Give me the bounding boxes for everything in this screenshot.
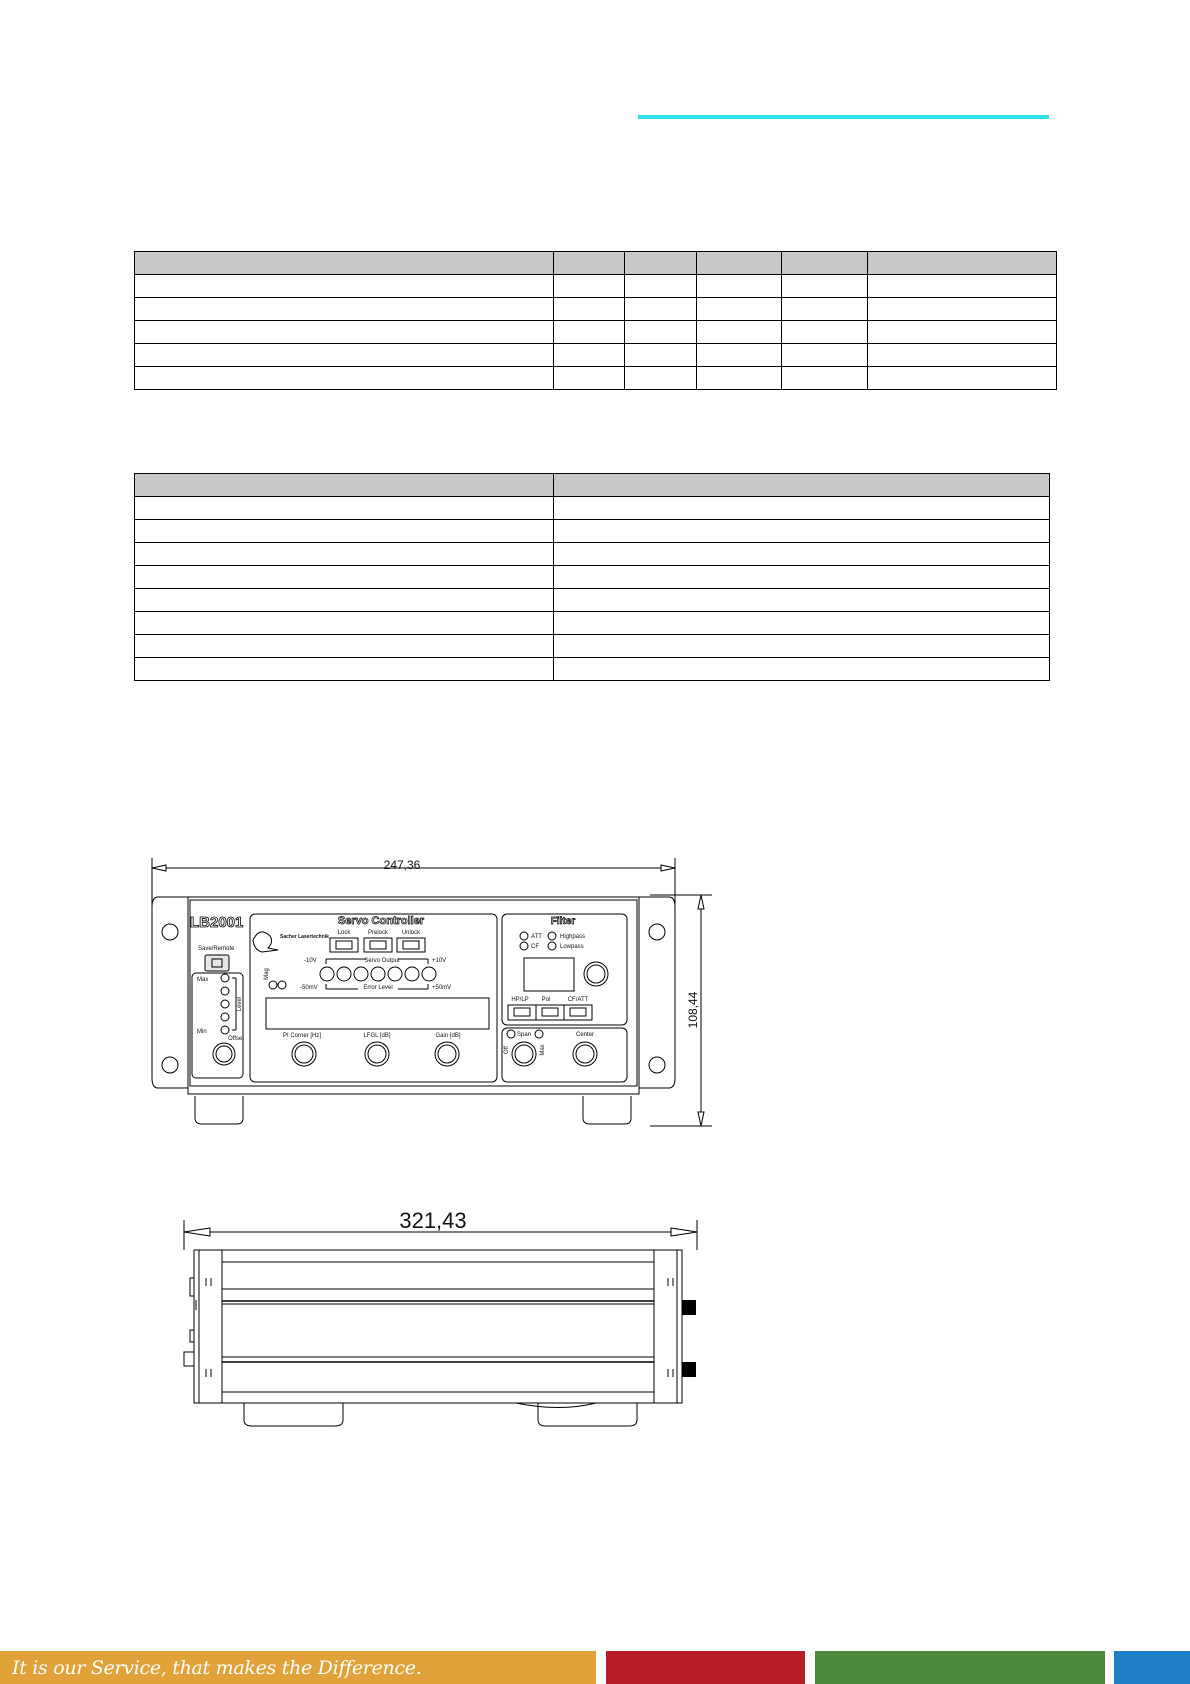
side-view-drawing: [0, 1195, 720, 1435]
att-label: ATT: [531, 934, 542, 940]
servo-controller-title: Servo Controller: [337, 915, 425, 927]
table-cell: [554, 543, 1050, 566]
header-accent-line: [638, 115, 1049, 119]
table-cell: [554, 497, 1050, 520]
filter-title: Filter: [550, 916, 576, 927]
table-cell: [868, 344, 1057, 367]
cf-att-label: CF/ATT: [567, 997, 589, 1003]
table-header-cell: [135, 252, 554, 275]
table-cell: [135, 543, 554, 566]
mag-label: Mag: [264, 968, 270, 980]
cf-label: CF: [531, 944, 539, 950]
table-cell: [554, 275, 625, 298]
table-header-cell: [625, 252, 697, 275]
unlock-label: Unlock: [401, 930, 421, 936]
table-cell: [697, 367, 782, 390]
front-height-dimension: 108,44: [686, 991, 700, 1029]
table-cell: [135, 520, 554, 543]
table-cell: [554, 344, 625, 367]
table-cell: [697, 298, 782, 321]
table-cell: [135, 612, 554, 635]
table-cell: [135, 566, 554, 589]
table-cell: [868, 275, 1057, 298]
table-row: [135, 321, 1057, 344]
table-cell: [554, 520, 1050, 543]
plus-10v-label: +10V: [432, 958, 447, 964]
table-cell: [135, 367, 554, 390]
table-row: [135, 589, 1050, 612]
table-cell: [135, 275, 554, 298]
table-row: [135, 658, 1050, 681]
off-label: Off: [504, 1046, 510, 1054]
minus-10v-label: -10V: [304, 958, 317, 964]
table-cell: [625, 321, 697, 344]
footer-green-block: [815, 1651, 1105, 1684]
footer-blue-block: [1114, 1651, 1190, 1684]
error-level-label: Error Level: [363, 985, 393, 991]
pi-corner-label: PI Corner [Hz]: [282, 1033, 322, 1039]
table-cell: [554, 367, 625, 390]
table-header-cell: [782, 252, 868, 275]
table-cell: [782, 367, 868, 390]
table-cell: [135, 497, 554, 520]
spec-table-2: [134, 473, 1050, 681]
table-cell: [135, 658, 554, 681]
table-header-row: [135, 474, 1050, 497]
table-cell: [697, 344, 782, 367]
table-cell: [782, 344, 868, 367]
table-cell: [135, 589, 554, 612]
center-label: Center: [575, 1032, 595, 1038]
table-cell: [554, 635, 1050, 658]
table-header-cell: [697, 252, 782, 275]
table-cell: [554, 658, 1050, 681]
table-cell: [554, 589, 1050, 612]
brand-label: Sacher Lasertechnik: [280, 934, 329, 940]
table-cell: [868, 321, 1057, 344]
lock-label: Lock: [337, 930, 351, 936]
side-connector-bottom: [682, 1362, 696, 1377]
table-row: [135, 543, 1050, 566]
table-row: [135, 344, 1057, 367]
plus-50mv-label: +50mV: [432, 985, 452, 991]
model-label: LB2001: [190, 914, 244, 931]
minus-50mv-label: -50mV: [300, 985, 318, 991]
footer-red-block: [606, 1651, 805, 1684]
table-cell: [554, 612, 1050, 635]
span-max-label: Max: [540, 1044, 546, 1056]
table-header-cell: [554, 252, 625, 275]
gain-label: Gain [dB]: [435, 1033, 461, 1039]
table-cell: [554, 298, 625, 321]
table-cell: [697, 321, 782, 344]
front-view-drawing: [0, 845, 720, 1135]
span-label: Span: [517, 1032, 532, 1038]
table-cell: [625, 275, 697, 298]
table-header-cell: [135, 474, 554, 497]
table-row: [135, 497, 1050, 520]
table-header-cell: [868, 252, 1057, 275]
table-cell: [554, 321, 625, 344]
footer-tagline: It is our Service, that makes the Difference.: [12, 1656, 422, 1679]
table-cell: [782, 298, 868, 321]
table-cell: [625, 344, 697, 367]
front-width-dimension: 247,36: [383, 858, 421, 872]
table-cell: [782, 321, 868, 344]
offset-label: Offset: [228, 1036, 244, 1042]
table-cell: [868, 298, 1057, 321]
table-cell: [135, 321, 554, 344]
hplp-label: HP/LP: [511, 997, 529, 1003]
table-row: [135, 275, 1057, 298]
table-cell: [697, 275, 782, 298]
table-cell: [782, 275, 868, 298]
prelock-label: Prelock: [367, 930, 389, 936]
spec-table-1: [134, 251, 1057, 390]
table-cell: [554, 566, 1050, 589]
table-cell: [135, 635, 554, 658]
footer-tagline-bar: [0, 1651, 596, 1684]
table-row: [135, 298, 1057, 321]
pol-label: Pol: [541, 997, 551, 1003]
side-length-dimension: 321,43: [399, 1208, 467, 1233]
side-connector-top: [682, 1300, 696, 1315]
table-row: [135, 367, 1057, 390]
lowpass-label: Lowpass: [560, 944, 584, 950]
highpass-label: Highpass: [560, 934, 586, 940]
table-header-row: [135, 252, 1057, 275]
table-header-cell: [554, 474, 1050, 497]
table-row: [135, 566, 1050, 589]
lfgl-label: LFGL [dB]: [363, 1033, 391, 1039]
max-label: Max: [197, 977, 209, 983]
table-cell: [625, 298, 697, 321]
table-cell: [625, 367, 697, 390]
table-cell: [135, 344, 554, 367]
table-row: [135, 520, 1050, 543]
table-cell: [868, 367, 1057, 390]
save-remote-label: Save/Remote: [198, 946, 235, 952]
servo-output-label: Servo Output: [364, 958, 400, 964]
table-row: [135, 612, 1050, 635]
min-label: Min: [197, 1029, 207, 1035]
table-row: [135, 635, 1050, 658]
table-cell: [135, 298, 554, 321]
level-label: Level: [237, 996, 243, 1012]
